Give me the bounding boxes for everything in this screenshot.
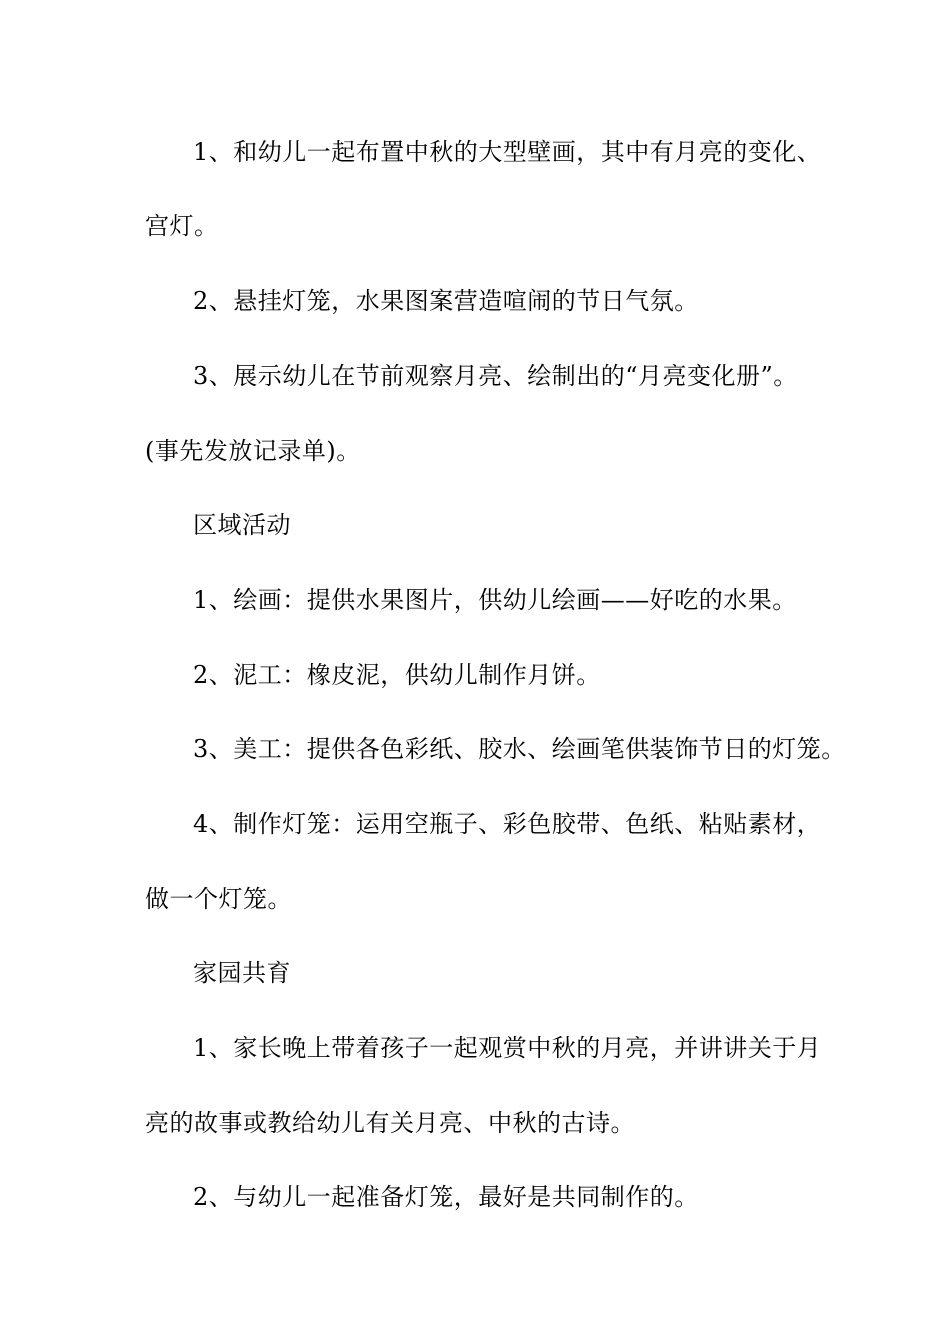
decor-item-3-line-1: 3、展示幼儿在节前观察月亮、绘制出的“月亮变化册”。 (193, 362, 798, 390)
decor-item-3-line-2: (事先发放记录单)。 (145, 437, 361, 465)
decor-item-1-line-2: 宫灯。 (145, 212, 219, 240)
section-heading-home-school: 家园共育 (193, 959, 291, 987)
area-item-4-line-2: 做一个灯笼。 (145, 885, 292, 913)
home-item-1-line-2: 亮的故事或教给幼儿有关月亮、中秋的古诗。 (145, 1109, 635, 1137)
home-item-1-line-1: 1、家长晚上带着孩子一起观赏中秋的月亮，并讲讲关于月 (193, 1034, 822, 1062)
area-item-1: 1、绘画：提供水果图片，供幼儿绘画——好吃的水果。 (193, 586, 797, 614)
decor-item-1-line-1: 1、和幼儿一起布置中秋的大型壁画，其中有月亮的变化、 (193, 138, 822, 166)
home-item-2: 2、与幼儿一起准备灯笼，最好是共同制作的。 (193, 1183, 699, 1211)
area-item-2: 2、泥工：橡皮泥，供幼儿制作月饼。 (193, 661, 601, 689)
section-heading-area-activities: 区域活动 (193, 511, 291, 539)
area-item-4-line-1: 4、制作灯笼：运用空瓶子、彩色胶带、色纸、粘贴素材， (193, 810, 822, 838)
area-item-3: 3、美工：提供各色彩纸、胶水、绘画笔供装饰节日的灯笼。 (193, 735, 846, 763)
decor-item-2: 2、悬挂灯笼，水果图案营造喧闹的节日气氛。 (193, 287, 699, 315)
